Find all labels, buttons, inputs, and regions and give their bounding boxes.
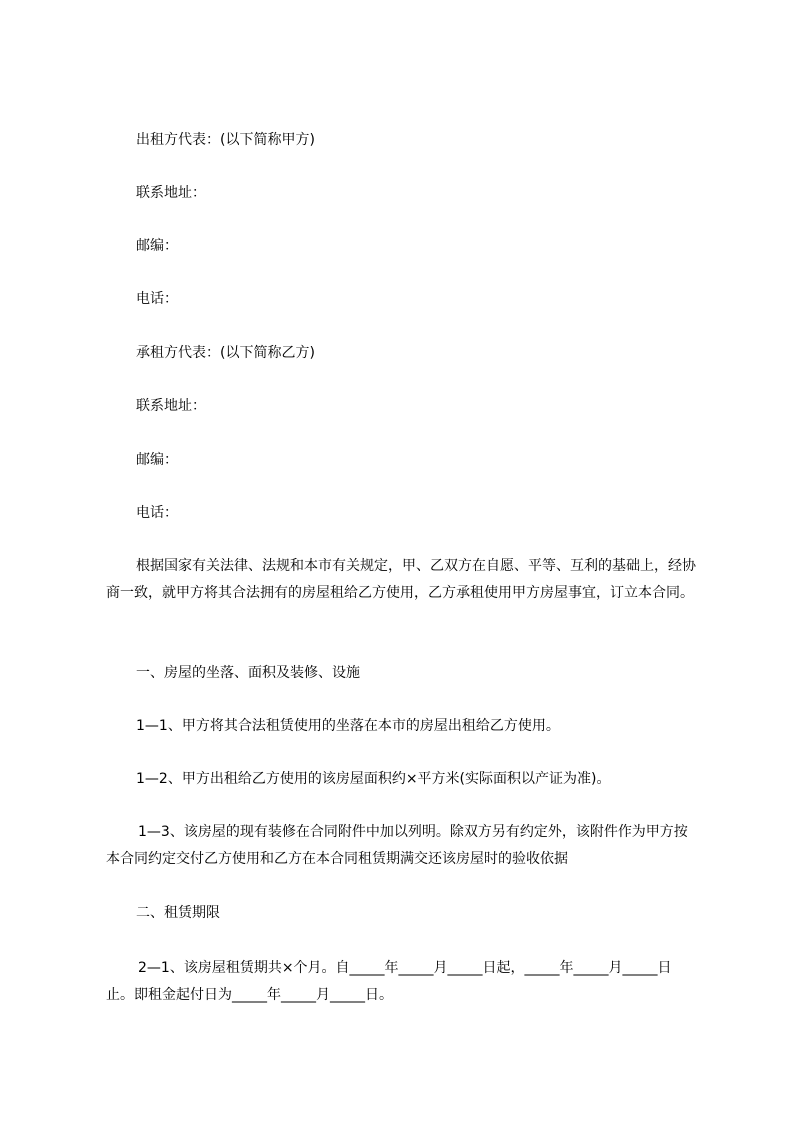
clause-2-1: 2—1、该房屋租赁期共×个月。自_____年_____月_____日起，_____年_____月_____日止。即租金起付日为_____年_____月_____日。 bbox=[106, 960, 672, 1003]
party-a-postcode: 邮编： bbox=[136, 238, 178, 254]
preamble-paragraph: 根据国家有关法律、法规和本市有关规定，甲、乙双方在自愿、平等、互利的基础上，经协商一致，就甲方将其合法拥有的房屋租给乙方使用，乙方承租使用甲方房屋事宜，订立本合同。 bbox=[106, 558, 696, 601]
section-1-heading: 一、房屋的坐落、面积及装修、设施 bbox=[136, 665, 360, 681]
party-a-representative: 出租方代表：(以下简称甲方) bbox=[136, 132, 315, 148]
party-a-address: 联系地址： bbox=[136, 185, 206, 201]
clause-1-3: 1—3、该房屋的现有装修在合同附件中加以列明。除双方另有约定外，该附件作为甲方按本合同约定交付乙方使用和乙方在本合同租赁期满交还该房屋时的验收依据 bbox=[106, 824, 688, 867]
party-b-address: 联系地址： bbox=[136, 398, 206, 414]
clause-1-1: 1—1、甲方将其合法租赁使用的坐落在本市的房屋出租给乙方使用。 bbox=[136, 718, 560, 734]
party-b-representative: 承租方代表：(以下简称乙方) bbox=[136, 345, 315, 361]
section-2-heading: 二、租赁期限 bbox=[136, 905, 220, 921]
party-b-postcode: 邮编： bbox=[136, 452, 178, 468]
clause-1-2: 1—2、甲方出租给乙方使用的该房屋面积约×平方米(实际面积以产证为准)。 bbox=[136, 771, 611, 787]
party-b-phone: 电话： bbox=[136, 505, 178, 521]
party-a-phone: 电话： bbox=[136, 291, 178, 307]
